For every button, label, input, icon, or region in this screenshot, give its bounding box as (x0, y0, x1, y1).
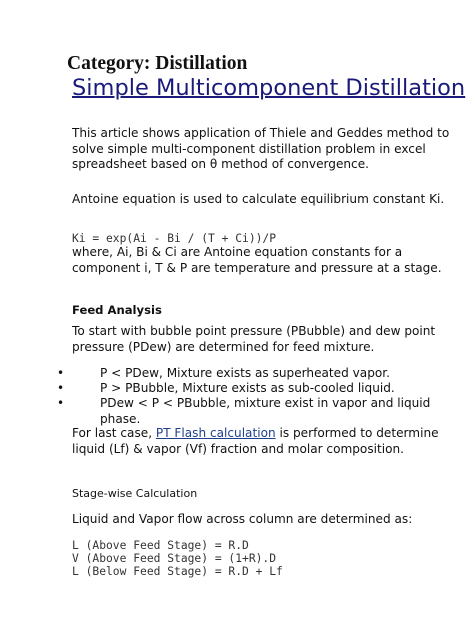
bullet-icon: • (57, 381, 65, 395)
bullet-icon: • (57, 396, 65, 410)
list-item-text: P < PDew, Mixture exists as superheated vapor. (100, 366, 390, 380)
bullet-icon: • (57, 366, 65, 380)
list-item-text: PDew < P < PBubble, mixture exist in vapor and liquid phase. (100, 396, 431, 426)
flow-equation: L (Above Feed Stage) = R.D (72, 539, 249, 552)
category-heading: Category: Distillation (67, 53, 248, 74)
feed-analysis-heading: Feed Analysis (72, 303, 162, 317)
page-title: Simple Multicomponent Distillation (72, 75, 466, 101)
flow-intro: Liquid and Vapor flow across column are determined as: (72, 512, 413, 526)
feed-intro: To start with bubble point pressure (PBubble) and dew point pressure (PDew) are determined for feed mixture. (72, 324, 436, 354)
stage-wise-heading: Stage-wise Calculation (72, 487, 198, 500)
antoine-where: where, Ai, Bi & Ci are Antoine equation constants for a component i, T & P are temperature and pressure at a stage. (72, 245, 442, 275)
last-case-suffix: is performed to determine liquid (Lf) & vapor (Vf) fraction and molar composition. (72, 426, 439, 456)
antoine-intro: Antoine equation is used to calculate equilibrium constant Ki. (72, 192, 445, 206)
flow-equation: L (Below Feed Stage) = R.D + Lf (72, 565, 283, 578)
antoine-equation: Ki = exp(Ai - Bi / (T + Ci))/P (72, 232, 277, 245)
list-item (57, 396, 467, 428)
last-case-prefix: For last case, (72, 426, 153, 440)
pt-flash-link[interactable]: PT Flash calculation (155, 426, 276, 440)
last-case-paragraph (72, 426, 467, 457)
flow-equation: V (Above Feed Stage) = (1+R).D (72, 552, 277, 565)
intro-paragraph: This article shows application of Thiele and Geddes method to solve simple multi-component distillation problem in excel spreadsheet based on θ method of convergence. (72, 126, 450, 171)
list-item-text: P > PBubble, Mixture exists as sub-cooled liquid. (100, 381, 395, 395)
